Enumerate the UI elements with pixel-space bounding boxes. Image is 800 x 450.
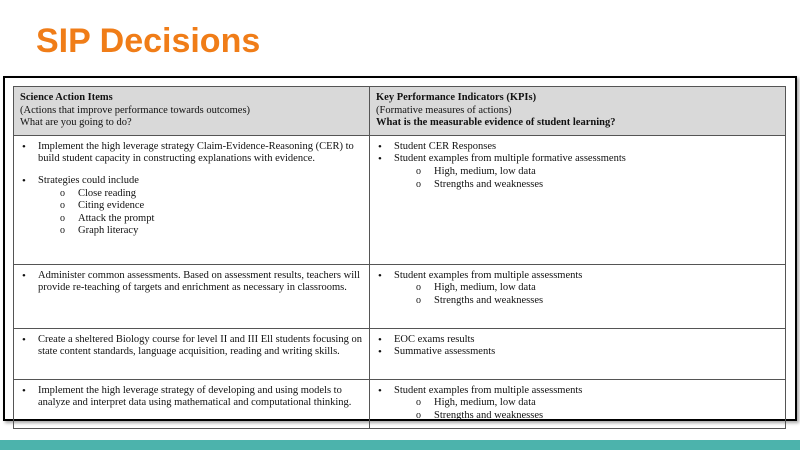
header-kpis (370, 87, 786, 136)
table-row (14, 135, 786, 264)
header-action-items (14, 87, 370, 136)
header-action-items-title: Science Action Items (20, 92, 113, 103)
list-item: • Implement the high leverage strategy of developing and using models to analyze and interpret data using mathematical and computational thinking. (20, 385, 363, 410)
sub-list-item: o Attack the prompt (20, 213, 363, 226)
bottom-accent-bar (0, 440, 800, 450)
header-kpis-question: What is the measurable evidence of student learning? (376, 117, 616, 129)
header-kpis-subtitle: (Formative measures of actions) (376, 104, 512, 116)
action-cell (14, 264, 370, 328)
header-kpis-title: Key Performance Indicators (KPIs) (376, 92, 537, 103)
table-row (14, 379, 786, 428)
table-row (14, 264, 786, 328)
sub-list-item: o Close reading (20, 188, 363, 201)
header-action-items-question: What are you going to do? (20, 117, 132, 129)
sub-list-item: o High, medium, low data (376, 166, 779, 179)
list-item: • Student examples from multiple assessments (376, 270, 779, 283)
action-cell (14, 379, 370, 428)
list-item: • Administer common assessments. Based on assessment results, teachers will provide re-teaching of targets and enrichment as necessary in classrooms. (20, 270, 363, 295)
list-item: • Implement the high leverage strategy Claim-Evidence-Reasoning (CER) to build student capacity in constructing explanations with evidence. (20, 141, 363, 166)
sub-list-item: o Strengths and weaknesses (376, 179, 779, 192)
sip-table-frame (3, 76, 797, 421)
list-item: • Student examples from multiple assessments (376, 385, 779, 398)
table-header-row (14, 87, 786, 136)
list-item: • Student CER Responses (376, 141, 779, 154)
list-item: • Summative assessments (376, 346, 779, 359)
sip-decisions-table (13, 86, 786, 429)
action-cell (14, 135, 370, 264)
sub-list-item: o Strengths and weaknesses (376, 410, 779, 423)
list-item: • Strategies could include (20, 175, 363, 188)
kpi-cell (370, 264, 786, 328)
list-item: • Student examples from multiple formative assessments (376, 153, 779, 166)
slide-title: SIP Decisions (36, 22, 261, 60)
sub-list-item: o Graph literacy (20, 225, 363, 238)
sub-list-item: o High, medium, low data (376, 397, 779, 410)
header-action-items-subtitle: (Actions that improve performance towards outcomes) (20, 104, 251, 116)
table-row (14, 328, 786, 379)
sub-list-item: o Strengths and weaknesses (376, 295, 779, 308)
sub-list-item: o High, medium, low data (376, 282, 779, 295)
list-item: • Create a sheltered Biology course for level II and III Ell students focusing on state content standards, language acquisition, reading and writing skills. (20, 334, 363, 359)
action-cell (14, 328, 370, 379)
list-item: • EOC exams results (376, 334, 779, 347)
kpi-cell (370, 135, 786, 264)
kpi-cell (370, 379, 786, 428)
sub-list-item: o Citing evidence (20, 200, 363, 213)
kpi-cell (370, 328, 786, 379)
